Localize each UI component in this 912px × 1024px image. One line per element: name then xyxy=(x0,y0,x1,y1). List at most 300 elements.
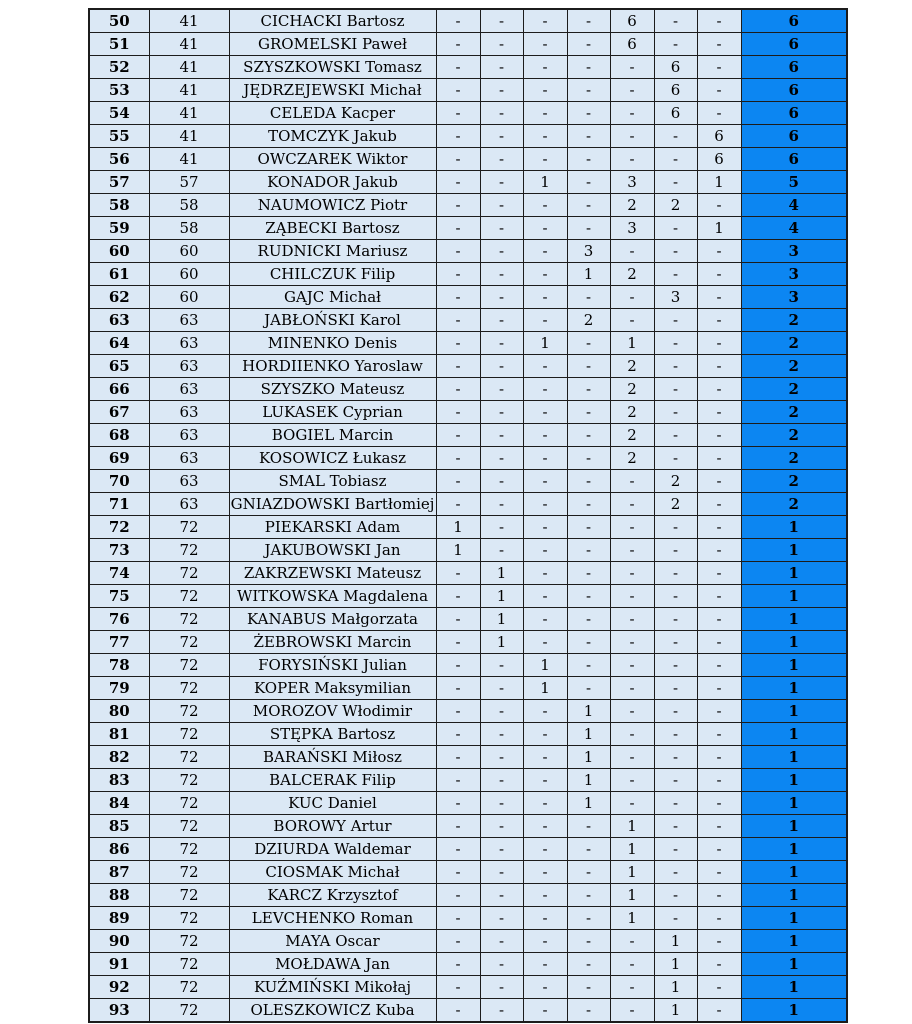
rank-cell: 60 xyxy=(149,240,229,263)
position-cell: 90 xyxy=(89,930,149,953)
score-cell: 1 xyxy=(480,585,523,608)
score-cell: - xyxy=(567,562,610,585)
name-cell: KANABUS Małgorzata xyxy=(229,608,436,631)
score-cell: - xyxy=(480,723,523,746)
score-cell: 1 xyxy=(654,999,697,1023)
table-row xyxy=(89,953,847,976)
score-cell: - xyxy=(654,263,697,286)
score-cell: - xyxy=(697,562,741,585)
score-cell: - xyxy=(610,631,654,654)
score-cell: - xyxy=(654,792,697,815)
position-cell: 89 xyxy=(89,907,149,930)
rank-cell: 72 xyxy=(149,608,229,631)
score-cell: - xyxy=(523,999,567,1023)
score-cell: - xyxy=(523,723,567,746)
score-cell: 3 xyxy=(654,286,697,309)
score-cell: - xyxy=(610,125,654,148)
score-cell: 2 xyxy=(654,493,697,516)
score-cell: - xyxy=(523,516,567,539)
position-cell: 60 xyxy=(89,240,149,263)
score-cell: - xyxy=(436,102,480,125)
score-cell: 3 xyxy=(567,240,610,263)
score-cell: 2 xyxy=(654,194,697,217)
score-cell: - xyxy=(436,33,480,56)
total-cell: 1 xyxy=(741,769,847,792)
position-cell: 91 xyxy=(89,953,149,976)
score-cell: - xyxy=(697,884,741,907)
position-cell: 56 xyxy=(89,148,149,171)
position-cell: 61 xyxy=(89,263,149,286)
score-cell: - xyxy=(654,240,697,263)
position-cell: 86 xyxy=(89,838,149,861)
score-cell: - xyxy=(436,286,480,309)
rank-cell: 72 xyxy=(149,953,229,976)
score-cell: - xyxy=(654,516,697,539)
rank-cell: 72 xyxy=(149,654,229,677)
rank-cell: 72 xyxy=(149,769,229,792)
score-cell: - xyxy=(654,723,697,746)
score-cell: - xyxy=(480,470,523,493)
name-cell: KUŹMIŃSKI Mikołaj xyxy=(229,976,436,999)
score-cell: 1 xyxy=(436,539,480,562)
score-cell: - xyxy=(523,470,567,493)
score-cell: - xyxy=(567,447,610,470)
score-cell: 2 xyxy=(610,194,654,217)
score-cell: - xyxy=(567,171,610,194)
score-cell: - xyxy=(523,815,567,838)
score-cell: - xyxy=(436,746,480,769)
score-cell: - xyxy=(567,33,610,56)
name-cell: OLESZKOWICZ Kuba xyxy=(229,999,436,1023)
rank-cell: 72 xyxy=(149,700,229,723)
total-cell: 3 xyxy=(741,263,847,286)
name-cell: GAJC Michał xyxy=(229,286,436,309)
score-cell: - xyxy=(610,976,654,999)
rank-cell: 41 xyxy=(149,33,229,56)
position-cell: 63 xyxy=(89,309,149,332)
score-cell: - xyxy=(436,999,480,1023)
score-cell: - xyxy=(480,355,523,378)
score-cell: - xyxy=(697,332,741,355)
table-row xyxy=(89,309,847,332)
name-cell: NAUMOWICZ Piotr xyxy=(229,194,436,217)
rank-cell: 63 xyxy=(149,401,229,424)
table-row xyxy=(89,700,847,723)
score-cell: - xyxy=(436,976,480,999)
score-cell: - xyxy=(567,79,610,102)
score-cell: - xyxy=(523,700,567,723)
total-cell: 2 xyxy=(741,493,847,516)
score-cell: - xyxy=(697,102,741,125)
score-cell: 2 xyxy=(567,309,610,332)
score-cell: - xyxy=(654,861,697,884)
score-cell: - xyxy=(567,378,610,401)
name-cell: WITKOWSKA Magdalena xyxy=(229,585,436,608)
score-cell: - xyxy=(480,148,523,171)
score-cell: - xyxy=(697,930,741,953)
score-cell: - xyxy=(523,631,567,654)
score-cell: - xyxy=(567,470,610,493)
score-cell: 6 xyxy=(697,148,741,171)
table-row xyxy=(89,746,847,769)
score-cell: - xyxy=(567,654,610,677)
table-row xyxy=(89,378,847,401)
total-cell: 6 xyxy=(741,33,847,56)
score-cell: 1 xyxy=(523,171,567,194)
score-cell: - xyxy=(567,999,610,1023)
score-cell: - xyxy=(523,217,567,240)
name-cell: KONADOR Jakub xyxy=(229,171,436,194)
score-cell: - xyxy=(567,125,610,148)
score-cell: - xyxy=(480,999,523,1023)
score-cell: - xyxy=(654,401,697,424)
score-cell: 1 xyxy=(523,654,567,677)
score-cell: - xyxy=(697,539,741,562)
name-cell: PIEKARSKI Adam xyxy=(229,516,436,539)
score-cell: 2 xyxy=(610,263,654,286)
name-cell: SZYSZKO Mateusz xyxy=(229,378,436,401)
position-cell: 71 xyxy=(89,493,149,516)
score-cell: - xyxy=(436,56,480,79)
score-cell: - xyxy=(523,378,567,401)
name-cell: LUKASEK Cyprian xyxy=(229,401,436,424)
rank-cell: 41 xyxy=(149,79,229,102)
score-cell: 1 xyxy=(436,516,480,539)
position-cell: 69 xyxy=(89,447,149,470)
score-cell: - xyxy=(697,470,741,493)
total-cell: 1 xyxy=(741,654,847,677)
score-cell: - xyxy=(697,79,741,102)
score-cell: - xyxy=(654,562,697,585)
score-cell: - xyxy=(610,999,654,1023)
position-cell: 70 xyxy=(89,470,149,493)
name-cell: SZYSZKOWSKI Tomasz xyxy=(229,56,436,79)
score-cell: 1 xyxy=(610,884,654,907)
score-cell: 6 xyxy=(610,9,654,33)
score-cell: 2 xyxy=(654,470,697,493)
score-cell: - xyxy=(654,815,697,838)
score-cell: - xyxy=(523,562,567,585)
name-cell: DZIURDA Waldemar xyxy=(229,838,436,861)
score-cell: 1 xyxy=(654,976,697,999)
score-cell: - xyxy=(697,654,741,677)
score-cell: - xyxy=(523,33,567,56)
name-cell: JABŁOŃSKI Karol xyxy=(229,309,436,332)
total-cell: 1 xyxy=(741,815,847,838)
score-cell: - xyxy=(654,677,697,700)
score-cell: - xyxy=(480,263,523,286)
score-cell: - xyxy=(610,309,654,332)
total-cell: 1 xyxy=(741,999,847,1023)
total-cell: 2 xyxy=(741,447,847,470)
score-cell: - xyxy=(480,677,523,700)
score-cell: - xyxy=(436,815,480,838)
score-cell: - xyxy=(610,654,654,677)
score-cell: 1 xyxy=(567,723,610,746)
position-cell: 81 xyxy=(89,723,149,746)
total-cell: 6 xyxy=(741,9,847,33)
name-cell: TOMCZYK Jakub xyxy=(229,125,436,148)
score-cell: - xyxy=(567,56,610,79)
table-row xyxy=(89,999,847,1023)
score-cell: 1 xyxy=(697,217,741,240)
score-cell: 1 xyxy=(697,171,741,194)
table-row xyxy=(89,631,847,654)
score-cell: - xyxy=(436,378,480,401)
score-cell: - xyxy=(697,493,741,516)
score-cell: - xyxy=(697,723,741,746)
score-cell: - xyxy=(436,148,480,171)
table-row xyxy=(89,654,847,677)
score-cell: - xyxy=(436,631,480,654)
score-cell: - xyxy=(523,355,567,378)
name-cell: MOROZOV Włodimir xyxy=(229,700,436,723)
name-cell: LEVCHENKO Roman xyxy=(229,907,436,930)
score-cell: - xyxy=(436,470,480,493)
score-cell: - xyxy=(654,631,697,654)
rank-cell: 72 xyxy=(149,976,229,999)
total-cell: 2 xyxy=(741,355,847,378)
score-cell: - xyxy=(436,792,480,815)
score-cell: - xyxy=(436,861,480,884)
rank-cell: 72 xyxy=(149,539,229,562)
position-cell: 52 xyxy=(89,56,149,79)
score-cell: - xyxy=(697,608,741,631)
rank-cell: 72 xyxy=(149,930,229,953)
name-cell: OWCZAREK Wiktor xyxy=(229,148,436,171)
score-cell: - xyxy=(523,56,567,79)
rank-cell: 72 xyxy=(149,861,229,884)
rank-cell: 63 xyxy=(149,470,229,493)
score-cell: - xyxy=(697,33,741,56)
table-row xyxy=(89,240,847,263)
score-cell: - xyxy=(436,700,480,723)
score-cell: - xyxy=(697,56,741,79)
total-cell: 6 xyxy=(741,56,847,79)
total-cell: 1 xyxy=(741,907,847,930)
score-cell: - xyxy=(523,9,567,33)
score-cell: - xyxy=(567,286,610,309)
total-cell: 1 xyxy=(741,953,847,976)
score-cell: - xyxy=(436,194,480,217)
score-cell: 6 xyxy=(610,33,654,56)
score-cell: - xyxy=(436,125,480,148)
score-cell: - xyxy=(654,424,697,447)
name-cell: BARAŃSKI Miłosz xyxy=(229,746,436,769)
name-cell: CELEDA Kacper xyxy=(229,102,436,125)
position-cell: 67 xyxy=(89,401,149,424)
table-row xyxy=(89,470,847,493)
score-cell: - xyxy=(610,677,654,700)
score-cell: - xyxy=(480,654,523,677)
score-cell: - xyxy=(523,861,567,884)
score-cell: - xyxy=(480,240,523,263)
score-cell: 2 xyxy=(610,355,654,378)
score-cell: - xyxy=(610,585,654,608)
table-row xyxy=(89,976,847,999)
table-row xyxy=(89,585,847,608)
score-cell: - xyxy=(697,263,741,286)
score-cell: - xyxy=(697,309,741,332)
score-cell: - xyxy=(610,746,654,769)
position-cell: 80 xyxy=(89,700,149,723)
score-cell: - xyxy=(436,930,480,953)
name-cell: CICHACKI Bartosz xyxy=(229,9,436,33)
position-cell: 85 xyxy=(89,815,149,838)
score-cell: - xyxy=(567,194,610,217)
score-cell: - xyxy=(523,838,567,861)
score-cell: - xyxy=(567,861,610,884)
score-cell: - xyxy=(697,240,741,263)
score-cell: - xyxy=(697,286,741,309)
score-cell: - xyxy=(480,194,523,217)
score-cell: 1 xyxy=(610,815,654,838)
position-cell: 55 xyxy=(89,125,149,148)
rank-cell: 41 xyxy=(149,102,229,125)
position-cell: 78 xyxy=(89,654,149,677)
score-cell: - xyxy=(436,907,480,930)
name-cell: HORDIIENKO Yaroslaw xyxy=(229,355,436,378)
score-cell: 1 xyxy=(654,930,697,953)
total-cell: 2 xyxy=(741,309,847,332)
score-cell: - xyxy=(480,815,523,838)
position-cell: 65 xyxy=(89,355,149,378)
table-row xyxy=(89,815,847,838)
rank-cell: 63 xyxy=(149,447,229,470)
score-cell: 1 xyxy=(567,792,610,815)
rank-cell: 63 xyxy=(149,309,229,332)
score-cell: - xyxy=(523,263,567,286)
score-cell: - xyxy=(480,171,523,194)
score-cell: - xyxy=(654,907,697,930)
score-cell: - xyxy=(610,516,654,539)
score-cell: - xyxy=(697,516,741,539)
rank-cell: 72 xyxy=(149,907,229,930)
score-cell: - xyxy=(436,677,480,700)
name-cell: BOROWY Artur xyxy=(229,815,436,838)
score-cell: 1 xyxy=(610,838,654,861)
name-cell: MOŁDAWA Jan xyxy=(229,953,436,976)
score-cell: - xyxy=(654,608,697,631)
score-cell: - xyxy=(480,976,523,999)
score-cell: - xyxy=(610,493,654,516)
score-cell: - xyxy=(697,194,741,217)
score-cell: - xyxy=(436,240,480,263)
total-cell: 1 xyxy=(741,516,847,539)
score-cell: - xyxy=(697,999,741,1023)
score-cell: - xyxy=(697,677,741,700)
rank-cell: 63 xyxy=(149,493,229,516)
score-cell: - xyxy=(567,332,610,355)
score-cell: - xyxy=(523,102,567,125)
total-cell: 6 xyxy=(741,125,847,148)
score-cell: - xyxy=(654,33,697,56)
score-cell: - xyxy=(610,792,654,815)
score-cell: - xyxy=(610,148,654,171)
score-cell: 1 xyxy=(480,608,523,631)
score-cell: - xyxy=(436,884,480,907)
name-cell: FORYSIŃSKI Julian xyxy=(229,654,436,677)
score-cell: - xyxy=(697,907,741,930)
table-row xyxy=(89,539,847,562)
table-row xyxy=(89,102,847,125)
name-cell: KOPER Maksymilian xyxy=(229,677,436,700)
rank-cell: 41 xyxy=(149,125,229,148)
position-cell: 79 xyxy=(89,677,149,700)
score-cell: - xyxy=(523,447,567,470)
score-cell: - xyxy=(610,470,654,493)
table-row xyxy=(89,171,847,194)
position-cell: 92 xyxy=(89,976,149,999)
score-cell: - xyxy=(654,838,697,861)
position-cell: 54 xyxy=(89,102,149,125)
total-cell: 2 xyxy=(741,332,847,355)
score-cell: - xyxy=(697,769,741,792)
position-cell: 73 xyxy=(89,539,149,562)
total-cell: 1 xyxy=(741,539,847,562)
score-cell: - xyxy=(523,493,567,516)
score-cell: - xyxy=(567,539,610,562)
score-cell: - xyxy=(523,286,567,309)
score-cell: - xyxy=(523,746,567,769)
score-cell: 1 xyxy=(480,631,523,654)
score-cell: - xyxy=(436,769,480,792)
score-cell: 3 xyxy=(610,217,654,240)
score-cell: - xyxy=(480,953,523,976)
total-cell: 1 xyxy=(741,861,847,884)
total-cell: 1 xyxy=(741,677,847,700)
score-cell: 1 xyxy=(523,677,567,700)
score-cell: - xyxy=(480,125,523,148)
rank-cell: 41 xyxy=(149,56,229,79)
score-cell: - xyxy=(480,516,523,539)
score-cell: - xyxy=(523,585,567,608)
score-cell: - xyxy=(697,792,741,815)
name-cell: BOGIEL Marcin xyxy=(229,424,436,447)
name-cell: JAKUBOWSKI Jan xyxy=(229,539,436,562)
name-cell: GROMELSKI Paweł xyxy=(229,33,436,56)
score-cell: 6 xyxy=(654,102,697,125)
position-cell: 77 xyxy=(89,631,149,654)
score-cell: - xyxy=(567,217,610,240)
total-cell: 1 xyxy=(741,976,847,999)
table-row xyxy=(89,33,847,56)
table-row xyxy=(89,148,847,171)
table-row xyxy=(89,884,847,907)
name-cell: CIOSMAK Michał xyxy=(229,861,436,884)
score-cell: - xyxy=(480,792,523,815)
score-cell: - xyxy=(610,608,654,631)
table-row xyxy=(89,125,847,148)
total-cell: 3 xyxy=(741,240,847,263)
total-cell: 2 xyxy=(741,401,847,424)
total-cell: 6 xyxy=(741,148,847,171)
score-cell: - xyxy=(697,631,741,654)
position-cell: 88 xyxy=(89,884,149,907)
score-cell: - xyxy=(654,585,697,608)
score-cell: - xyxy=(610,102,654,125)
score-cell: - xyxy=(654,447,697,470)
score-cell: - xyxy=(697,815,741,838)
score-cell: - xyxy=(610,562,654,585)
table-row xyxy=(89,424,847,447)
score-cell: - xyxy=(480,401,523,424)
score-cell: - xyxy=(567,907,610,930)
total-cell: 1 xyxy=(741,585,847,608)
score-cell: 1 xyxy=(610,332,654,355)
score-cell: 2 xyxy=(610,447,654,470)
score-cell: - xyxy=(523,309,567,332)
